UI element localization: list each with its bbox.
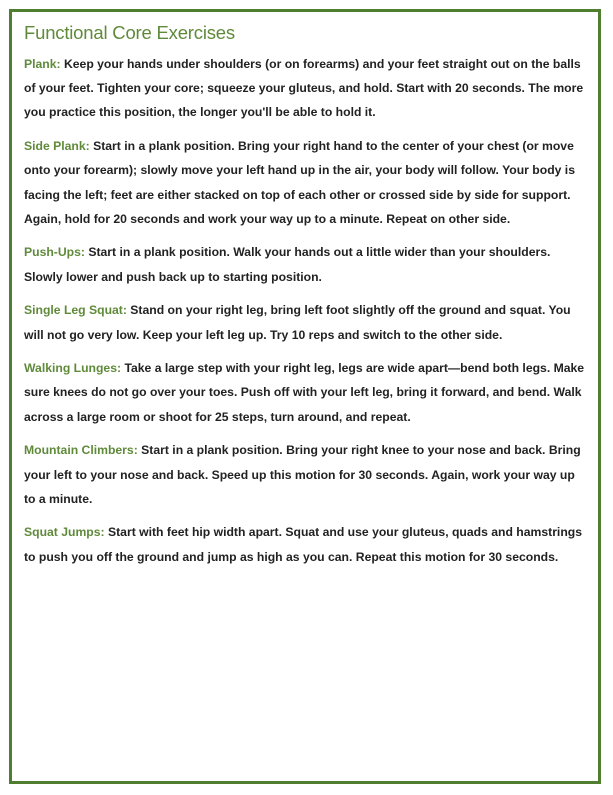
exercise-description: Take a large step with your right leg, legs are wide apart—bend both legs. Make sure knees do not go over your toes. Push off with your left leg, bring it forward, and bend. Walk across a large room or shoot for 25 steps, turn around, and repeat. [24,361,585,424]
exercise-name: Mountain Climbers: [24,443,138,458]
exercise-mountain-climbers [24,438,588,511]
exercise-name: Plank: [24,57,61,71]
exercise-description: Start in a plank position. Walk your hands out a little wider than your shoulders. Slowly lower and push back up to starting position. [24,245,551,284]
exercise-description: Stand on your right leg, bring left foot slightly off the ground and squat. You will not go very low. Keep your left leg up. Try 10 reps and switch to the other side. [24,303,571,342]
exercise-name: Side Plank: [24,139,90,154]
page-frame [9,9,601,784]
exercise-single-leg-squat [24,298,588,346]
exercise-description: Start in a plank position. Bring your right hand to the center of your chest (or move onto your forearm); slowly move your left hand up in the air, your body will follow. Your body is facing the left; feet are either stacked on top of each other or crossed side by side for support. Again, hold for 20 seconds and work your way up to a minute. Repeat on other side. [24,139,575,226]
exercise-name: Single Leg Squat: [24,303,127,318]
exercise-name: Push-Ups: [24,245,85,260]
exercise-push-ups [24,240,588,288]
exercise-walking-lunges [24,356,588,429]
exercise-name: Walking Lunges: [24,361,122,376]
exercise-description: Start with feet hip width apart. Squat and use your gluteus, quads and hamstrings to push you off the ground and jump as high as you can. Repeat this motion for 30 seconds. [24,525,582,564]
exercise-description: Start in a plank position. Bring your right knee to your nose and back. Bring your left to your nose and back. Speed up this motion for 30 seconds. Again, work your way up to a minute. [24,443,581,506]
exercise-squat-jumps [24,520,588,568]
page-title: Functional Core Exercises [24,22,235,43]
exercise-plank [24,52,588,125]
document-content [12,12,598,569]
exercise-name: Squat Jumps: [24,525,105,540]
exercise-description: Keep your hands under shoulders (or on forearms) and your feet straight out on the balls of your feet. Tighten your core; squeeze your gluteus, and hold. Start with 20 seconds. The more you practice this position, the longer you'll be able to hold it. [24,57,584,120]
exercise-side-plank [24,134,588,231]
